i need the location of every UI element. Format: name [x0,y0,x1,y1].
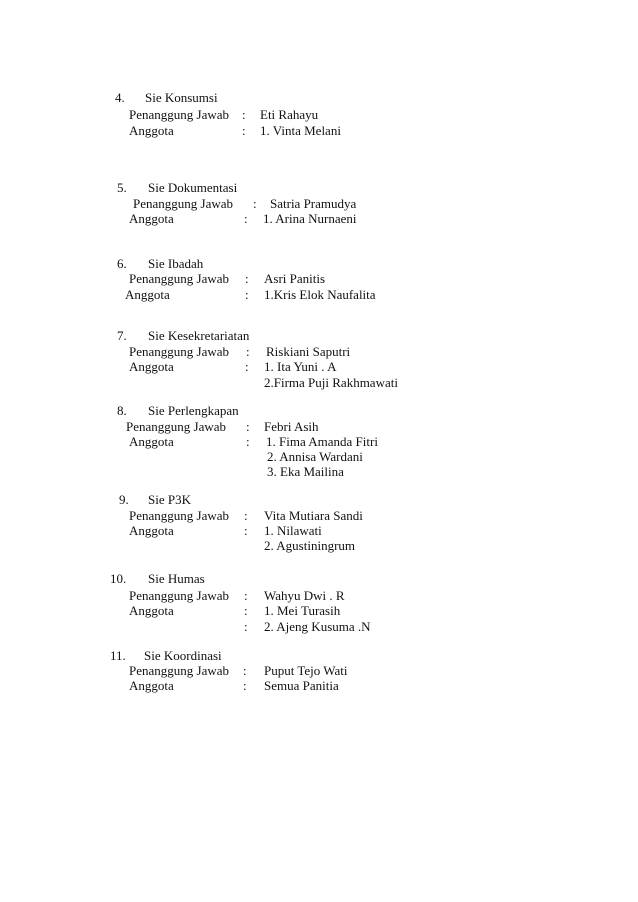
section-title: Sie Koordinasi [144,648,222,663]
member-name: Puput Tejo Wati [264,663,348,678]
member-name: 3. Eka Mailina [267,464,344,479]
section-title: Sie P3K [148,492,191,507]
member-name: 1. Arina Nurnaeni [263,211,357,226]
member-name: 2. Agustiningrum [264,538,356,553]
member-name: 1. Mei Turasih [264,603,341,618]
member-name: 1. Ita Yuni . A [264,359,337,374]
member-name: 1. Vinta Melani [260,123,341,138]
colon-separator: : [246,434,250,449]
colon-separator: : [246,419,250,434]
member-name: 2. Ajeng Kusuma .N [264,619,371,634]
role-label: Anggota [129,211,174,226]
colon-separator: : [243,663,247,678]
section-number: 11. [110,648,126,663]
section-title: Sie Dokumentasi [148,180,238,195]
member-name: 1. Nilawati [264,523,322,538]
section-number: 9. [119,492,129,507]
role-label: Anggota [129,603,174,618]
section-number: 5. [117,180,127,195]
section-title: Sie Perlengkapan [148,403,239,418]
role-label: Penanggung Jawab [129,344,230,359]
section-title: Sie Ibadah [148,256,204,271]
section-number: 8. [117,403,127,418]
role-label: Anggota [125,287,170,302]
role-label: Penanggung Jawab [129,508,230,523]
member-name: 1.Kris Elok Naufalita [264,287,376,302]
member-name: Satria Pramudya [270,196,357,211]
role-label: Penanggung Jawab [129,271,230,286]
colon-separator: : [244,603,248,618]
colon-separator: : [246,344,250,359]
colon-separator: : [244,508,248,523]
member-name: Wahyu Dwi . R [264,588,345,603]
member-name: Eti Rahayu [260,107,319,122]
member-name: 2.Firma Puji Rakhmawati [264,375,398,390]
colon-separator: : [242,123,246,138]
member-name: Riskiani Saputri [266,344,351,359]
colon-separator: : [244,619,248,634]
section-number: 7. [117,328,127,343]
role-label: Anggota [129,123,174,138]
section-number: 10. [110,571,127,586]
colon-separator: : [244,211,248,226]
member-name: Vita Mutiara Sandi [264,508,363,523]
member-name: Febri Asih [264,419,319,434]
colon-separator: : [244,588,248,603]
member-name: 2. Annisa Wardani [267,449,363,464]
role-label: Penanggung Jawab [126,419,227,434]
colon-separator: : [242,107,246,122]
section-number: 4. [115,90,125,105]
member-name: Semua Panitia [264,678,339,693]
role-label: Anggota [129,434,174,449]
colon-separator: : [245,271,249,286]
colon-separator: : [245,359,249,374]
role-label: Penanggung Jawab [133,196,234,211]
section-number: 6. [117,256,127,271]
section-title: Sie Kesekretariatan [148,328,250,343]
role-label: Anggota [129,523,174,538]
role-label: Penanggung Jawab [129,588,230,603]
section-title: Sie Humas [148,571,205,586]
role-label: Penanggung Jawab [129,663,230,678]
colon-separator: : [244,523,248,538]
colon-separator: : [253,196,257,211]
role-label: Anggota [129,359,174,374]
colon-separator: : [243,678,247,693]
section-title: Sie Konsumsi [145,90,218,105]
colon-separator: : [245,287,249,302]
member-name: Asri Panitis [264,271,326,286]
role-label: Anggota [129,678,174,693]
role-label: Penanggung Jawab [129,107,230,122]
member-name: 1. Fima Amanda Fitri [266,434,378,449]
